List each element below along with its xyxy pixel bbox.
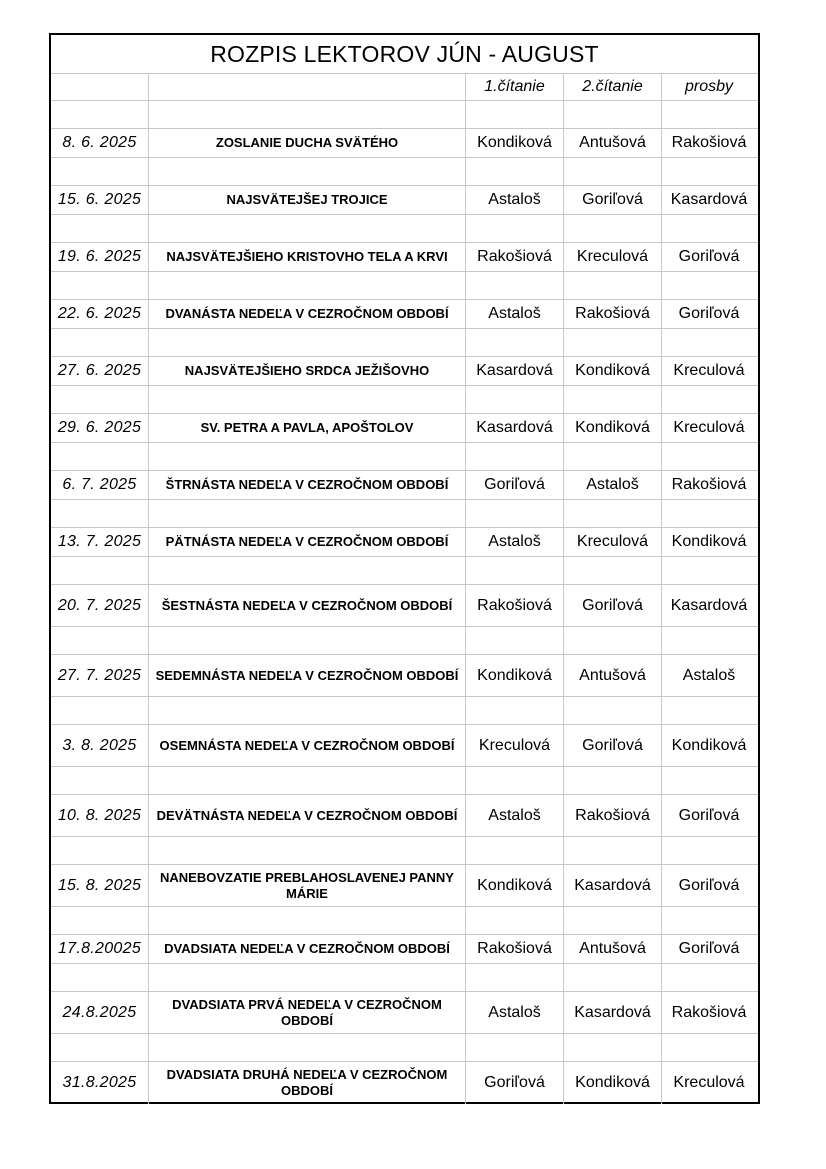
schedule-sheet	[49, 33, 760, 1104]
reading2-cell: Antušová	[564, 935, 662, 963]
date-cell: 20. 7. 2025	[51, 585, 149, 626]
table-row	[51, 471, 758, 500]
table-row	[51, 795, 758, 837]
table-row	[51, 528, 758, 557]
prayers-cell: Kreculová	[673, 419, 745, 436]
header-feast-cell	[149, 73, 466, 100]
reading2-cell: Rakošiová	[564, 795, 662, 836]
empty-cell	[662, 1034, 756, 1061]
empty-cell	[662, 215, 756, 242]
empty-cell	[564, 837, 662, 864]
empty-cell	[662, 158, 756, 185]
prayers-cell: Kasardová	[670, 596, 748, 614]
empty-cell	[466, 767, 564, 794]
reading1-cell: Astaloš	[466, 795, 564, 836]
empty-cell	[149, 627, 466, 654]
reading1-cell: Rakošiová	[466, 585, 564, 626]
page-title: ROZPIS LEKTOROV JÚN - AUGUST	[51, 35, 758, 74]
feast-cell: NAJSVÄTEJŠIEHO SRDCA JEŽIŠOVHO	[149, 357, 466, 385]
spacer-row	[51, 907, 758, 935]
spacer-row	[51, 158, 758, 186]
empty-cell	[564, 767, 662, 794]
empty-cell	[564, 329, 662, 356]
table-row	[51, 992, 758, 1034]
empty-cell	[149, 1034, 466, 1061]
empty-cell	[662, 500, 756, 527]
feast-cell: NAJSVÄTEJŠEJ TROJICE	[149, 186, 466, 214]
header-row	[51, 73, 758, 101]
empty-cell	[564, 1034, 662, 1061]
empty-cell	[662, 386, 756, 413]
prayers-cell: Goriľová	[678, 248, 740, 265]
spacer-row	[51, 500, 758, 528]
prayers-cell: Goriľová	[678, 876, 740, 894]
empty-cell	[564, 557, 662, 584]
empty-cell	[149, 500, 466, 527]
reading1-cell: Kondiková	[466, 129, 564, 157]
prayers-cell: Goriľová	[678, 940, 740, 957]
empty-cell	[51, 837, 149, 864]
prayers-cell: Kreculová	[673, 362, 745, 379]
empty-cell	[564, 964, 662, 991]
reading1-cell: Astaloš	[466, 528, 564, 556]
empty-cell	[149, 697, 466, 724]
date-cell: 29. 6. 2025	[51, 414, 149, 442]
table-row	[51, 865, 758, 907]
reading2-cell: Kreculová	[564, 243, 662, 271]
empty-cell	[149, 837, 466, 864]
date-cell: 15. 6. 2025	[51, 186, 149, 214]
prayers-cell: Astaloš	[682, 666, 736, 684]
date-cell: 27. 6. 2025	[51, 357, 149, 385]
reading2-cell: Rakošiová	[564, 300, 662, 328]
reading1-cell: Goriľová	[466, 471, 564, 499]
header-date-cell	[51, 73, 149, 100]
feast-cell: SV. PETRA A PAVLA, APOŠTOLOV	[149, 414, 466, 442]
date-cell: 31.8.2025	[51, 1062, 149, 1104]
reading2-cell: Kondiková	[564, 357, 662, 385]
empty-cell	[466, 697, 564, 724]
empty-cell	[466, 386, 564, 413]
empty-cell	[466, 627, 564, 654]
spacer-row	[51, 964, 758, 992]
prayers-cell: Goriľová	[678, 305, 740, 322]
spacer-row	[51, 101, 758, 129]
empty-cell	[466, 272, 564, 299]
spacer-row	[51, 329, 758, 357]
reading1-cell: Kondiková	[466, 865, 564, 906]
feast-cell: SEDEMNÁSTA NEDEĽA V CEZROČNOM OBDOBÍ	[149, 655, 466, 696]
date-cell: 17.8.20025	[51, 935, 149, 963]
empty-cell	[51, 329, 149, 356]
date-cell: 6. 7. 2025	[51, 471, 149, 499]
feast-cell: DEVÄTNÁSTA NEDEĽA V CEZROČNOM OBDOBÍ	[149, 795, 466, 836]
reading1-cell: Astaloš	[466, 186, 564, 214]
prayers-cell: Kondiková	[671, 533, 747, 550]
spacer-row	[51, 1034, 758, 1062]
empty-cell	[466, 837, 564, 864]
feast-cell: DVADSIATA NEDEĽA V CEZROČNOM OBDOBÍ	[149, 935, 466, 963]
prayers-cell: Rakošiová	[671, 1003, 747, 1021]
table-row	[51, 243, 758, 272]
feast-cell: NAJSVÄTEJŠIEHO KRISTOVHO TELA A KRVI	[149, 243, 466, 271]
reading2-cell: Kondiková	[564, 414, 662, 442]
date-cell: 27. 7. 2025	[51, 655, 149, 696]
reading2-cell: Goriľová	[564, 186, 662, 214]
reading2-cell: Antušová	[564, 129, 662, 157]
empty-cell	[149, 158, 466, 185]
table-row	[51, 1062, 758, 1104]
reading2-cell: Kasardová	[564, 865, 662, 906]
spacer-row	[51, 443, 758, 471]
empty-cell	[662, 837, 756, 864]
reading1-cell: Kreculová	[466, 725, 564, 766]
spacer-row	[51, 386, 758, 414]
empty-cell	[662, 767, 756, 794]
reading2-cell: Astaloš	[564, 471, 662, 499]
table-row	[51, 300, 758, 329]
empty-cell	[466, 158, 564, 185]
header-prayers: prosby	[684, 77, 734, 95]
prayers-cell: Kondiková	[671, 736, 747, 754]
empty-cell	[662, 627, 756, 654]
table-row	[51, 725, 758, 767]
empty-cell	[51, 964, 149, 991]
table-row	[51, 129, 758, 158]
table-row	[51, 186, 758, 215]
reading2-cell: Goriľová	[564, 585, 662, 626]
spacer-row	[51, 272, 758, 300]
empty-cell	[466, 101, 564, 128]
empty-cell	[51, 767, 149, 794]
empty-cell	[564, 443, 662, 470]
empty-cell	[51, 158, 149, 185]
date-cell: 13. 7. 2025	[51, 528, 149, 556]
empty-cell	[51, 697, 149, 724]
reading1-cell: Goriľová	[466, 1062, 564, 1104]
date-cell: 3. 8. 2025	[51, 725, 149, 766]
empty-cell	[466, 215, 564, 242]
empty-cell	[662, 907, 756, 934]
spacer-row	[51, 767, 758, 795]
empty-cell	[51, 500, 149, 527]
empty-cell	[51, 386, 149, 413]
empty-cell	[149, 964, 466, 991]
empty-cell	[51, 1034, 149, 1061]
empty-cell	[564, 907, 662, 934]
empty-cell	[466, 443, 564, 470]
feast-cell: ŠTRNÁSTA NEDEĽA V CEZROČNOM OBDOBÍ	[149, 471, 466, 499]
empty-cell	[564, 627, 662, 654]
spacer-row	[51, 837, 758, 865]
empty-cell	[466, 907, 564, 934]
reading2-cell: Antušová	[564, 655, 662, 696]
empty-cell	[466, 1034, 564, 1061]
table-row	[51, 935, 758, 964]
reading1-cell: Astaloš	[466, 992, 564, 1033]
date-cell: 22. 6. 2025	[51, 300, 149, 328]
date-cell: 8. 6. 2025	[51, 129, 149, 157]
table-row	[51, 655, 758, 697]
empty-cell	[662, 557, 756, 584]
empty-cell	[51, 215, 149, 242]
reading1-cell: Kondiková	[466, 655, 564, 696]
date-cell: 10. 8. 2025	[51, 795, 149, 836]
empty-cell	[662, 329, 756, 356]
empty-cell	[662, 697, 756, 724]
empty-cell	[466, 557, 564, 584]
spacer-row	[51, 557, 758, 585]
feast-cell: DVADSIATA PRVÁ NEDEĽA V CEZROČNOM OBDOBÍ	[149, 992, 466, 1033]
feast-cell: DVADSIATA DRUHÁ NEDEĽA V CEZROČNOM OBDOBÍ	[149, 1062, 466, 1104]
spacer-row	[51, 697, 758, 725]
empty-cell	[51, 101, 149, 128]
prayers-cell: Kreculová	[673, 1074, 745, 1091]
empty-cell	[149, 907, 466, 934]
empty-cell	[51, 443, 149, 470]
prayers-cell: Rakošiová	[671, 134, 747, 151]
table-row	[51, 585, 758, 627]
reading1-cell: Astaloš	[466, 300, 564, 328]
empty-cell	[149, 272, 466, 299]
empty-cell	[51, 627, 149, 654]
empty-cell	[149, 443, 466, 470]
empty-cell	[149, 215, 466, 242]
header-reading2: 2.čítanie	[564, 73, 662, 100]
empty-cell	[662, 443, 756, 470]
header-reading1: 1.čítanie	[466, 73, 564, 100]
empty-cell	[149, 386, 466, 413]
date-cell: 24.8.2025	[51, 992, 149, 1033]
empty-cell	[51, 557, 149, 584]
empty-cell	[564, 500, 662, 527]
empty-cell	[662, 964, 756, 991]
empty-cell	[149, 329, 466, 356]
empty-cell	[564, 272, 662, 299]
reading1-cell: Kasardová	[466, 414, 564, 442]
empty-cell	[51, 272, 149, 299]
prayers-cell: Goriľová	[678, 806, 740, 824]
reading2-cell: Goriľová	[564, 725, 662, 766]
feast-cell: DVANÁSTA NEDEĽA V CEZROČNOM OBDOBÍ	[149, 300, 466, 328]
empty-cell	[662, 101, 756, 128]
reading2-cell: Kreculová	[564, 528, 662, 556]
empty-cell	[149, 557, 466, 584]
empty-cell	[564, 158, 662, 185]
spacer-row	[51, 215, 758, 243]
empty-cell	[564, 697, 662, 724]
empty-cell	[564, 386, 662, 413]
date-cell: 15. 8. 2025	[51, 865, 149, 906]
date-cell: 19. 6. 2025	[51, 243, 149, 271]
prayers-cell: Kasardová	[670, 191, 748, 208]
empty-cell	[466, 329, 564, 356]
prayers-cell: Rakošiová	[671, 476, 747, 493]
empty-cell	[466, 500, 564, 527]
table-row	[51, 357, 758, 386]
feast-cell: NANEBOVZATIE PREBLAHOSLAVENEJ PANNY MÁRIE	[149, 865, 466, 906]
reading1-cell: Rakošiová	[466, 935, 564, 963]
feast-cell: ZOSLANIE DUCHA SVÄTÉHO	[149, 129, 466, 157]
empty-cell	[662, 272, 756, 299]
reading1-cell: Rakošiová	[466, 243, 564, 271]
feast-cell: ŠESTNÁSTA NEDEĽA V CEZROČNOM OBDOBÍ	[149, 585, 466, 626]
empty-cell	[564, 101, 662, 128]
empty-cell	[564, 215, 662, 242]
empty-cell	[51, 907, 149, 934]
reading2-cell: Kondiková	[564, 1062, 662, 1104]
feast-cell: PÄTNÁSTA NEDEĽA V CEZROČNOM OBDOBÍ	[149, 528, 466, 556]
table-row	[51, 414, 758, 443]
empty-cell	[466, 964, 564, 991]
feast-cell: OSEMNÁSTA NEDEĽA V CEZROČNOM OBDOBÍ	[149, 725, 466, 766]
empty-cell	[149, 767, 466, 794]
spacer-row	[51, 627, 758, 655]
empty-cell	[149, 101, 466, 128]
reading2-cell: Kasardová	[564, 992, 662, 1033]
reading1-cell: Kasardová	[466, 357, 564, 385]
